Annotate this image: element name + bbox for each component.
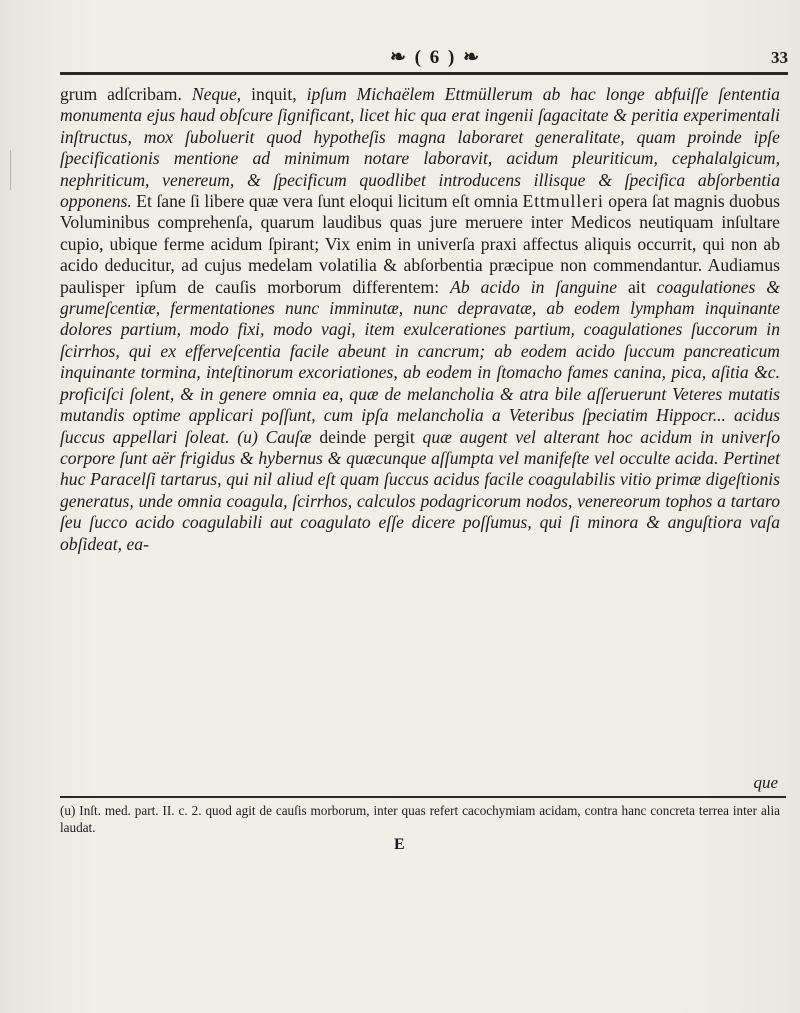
text-run: ait — [617, 276, 657, 297]
header-ornament: ❧ ( 6 ) ❧ — [390, 47, 481, 68]
italic-run: Ab acido in ſanguine — [450, 276, 617, 297]
page-header — [60, 46, 788, 76]
margin-smudge — [10, 150, 41, 190]
italic-run: Neque — [191, 84, 237, 104]
header-rule — [60, 72, 788, 75]
text-run: Et ſane ſi libere quæ vera ſunt eloqui licitum eſt omnia — [131, 191, 523, 212]
text-run: opera ſat magnis duobus Voluminibus comprehenſa, quarum laudibus quas jure meruere inter Medicos neutiquam inſultare cupio, ubique ferme acidum ſpirant; Vix enim in univerſa praxi affectus aliquis occurrit, qui non ab acido deducitur, ad cujus medelam volatilia & abſorbentia præcipue non commendantur. Audiamus paulisper ipſum de cauſis morborum differentem: — [60, 191, 780, 297]
footnote-rule — [60, 796, 786, 798]
text-run: , inquit, — [236, 84, 307, 104]
signature-mark: E — [394, 836, 405, 853]
text-run: grum adſcribam. — [60, 84, 192, 104]
page-number: 33 — [771, 48, 788, 67]
italic-quote: ipſum Michaëlem Ettmüllerum ab hac longe abfuiſſe ſententia monumenta ejus haud obſcure ſignificant, licet hic qua erat ingenii ſagacitate & peritia experimentali inſtructus, mox ſuboluerit quod hypotheſis magna laboraret generalitate, quam proinde ipſe ſpecificationis mentione ad minimum notare laboravit, acidum pleuriticum, cephalalgicum, nephriticum, venereum, & ſpecificum quodlibet introducens illisque & ſpecifica abſorbentia opponens. — [60, 84, 780, 212]
text-run: deinde pergit — [311, 426, 423, 447]
catchword: que — [753, 773, 778, 792]
author-name: Ettmulleri — [522, 191, 604, 212]
main-paragraph — [60, 84, 780, 555]
italic-quote: quæ augent vel alterant hoc acidum in univerſo corpore ſunt aër frigidus & hybernus & quæcunque aſſumpta vel manifeſte vel occulte acida. Pertinet huc Paracelſi tartarus, qui nil aliud eſt quam ſuccus acidus facile coagulabilis vitio primæ digeſtionis generatus, unde omnia coagula, ſcirrhos, calculos podagricorum nodos, venereorum tophos a tartaro ſeu ſucco acido coagulabili aut coagulato eſſe dicere poſſumus, qui ſi minora & anguſtiora vaſa obſideat, ea- — [60, 426, 780, 554]
italic-quote: coagulationes & grumeſcentiæ, fermentationes nunc imminutæ, nunc depravatæ, ab eodem lympham inquinante dolores partium, modo fixi, modo vagi, item exulcerationes partium, coagulationes ſuccorum in ſcirrhos, qui ex efferveſcentia facile abeunt in cancrum; ab eodem acido ſuccum pancreaticum inquinante tormina, inteſtinorum excoriationes, ab eodem in ſtomacho fames canina, pica, aſitia &c. proficiſci ſolent, & in genere omnia ea, quæ de melancholia & atra bile aſſeruerunt Veteres mutatis mutandis optime applicari poſſunt, cum ipſa melancholia a Veteribus ſpeciatim Hippocr... acidus ſuccus appellari ſoleat. (u) Cauſæ — [60, 276, 780, 447]
footnote: (u) Inſt. med. part. II. c. 2. quod agit de cauſis morborum, inter quas refert cacochymiam acidam, contra hanc concreta terrea inter alia laudat. — [60, 803, 780, 835]
